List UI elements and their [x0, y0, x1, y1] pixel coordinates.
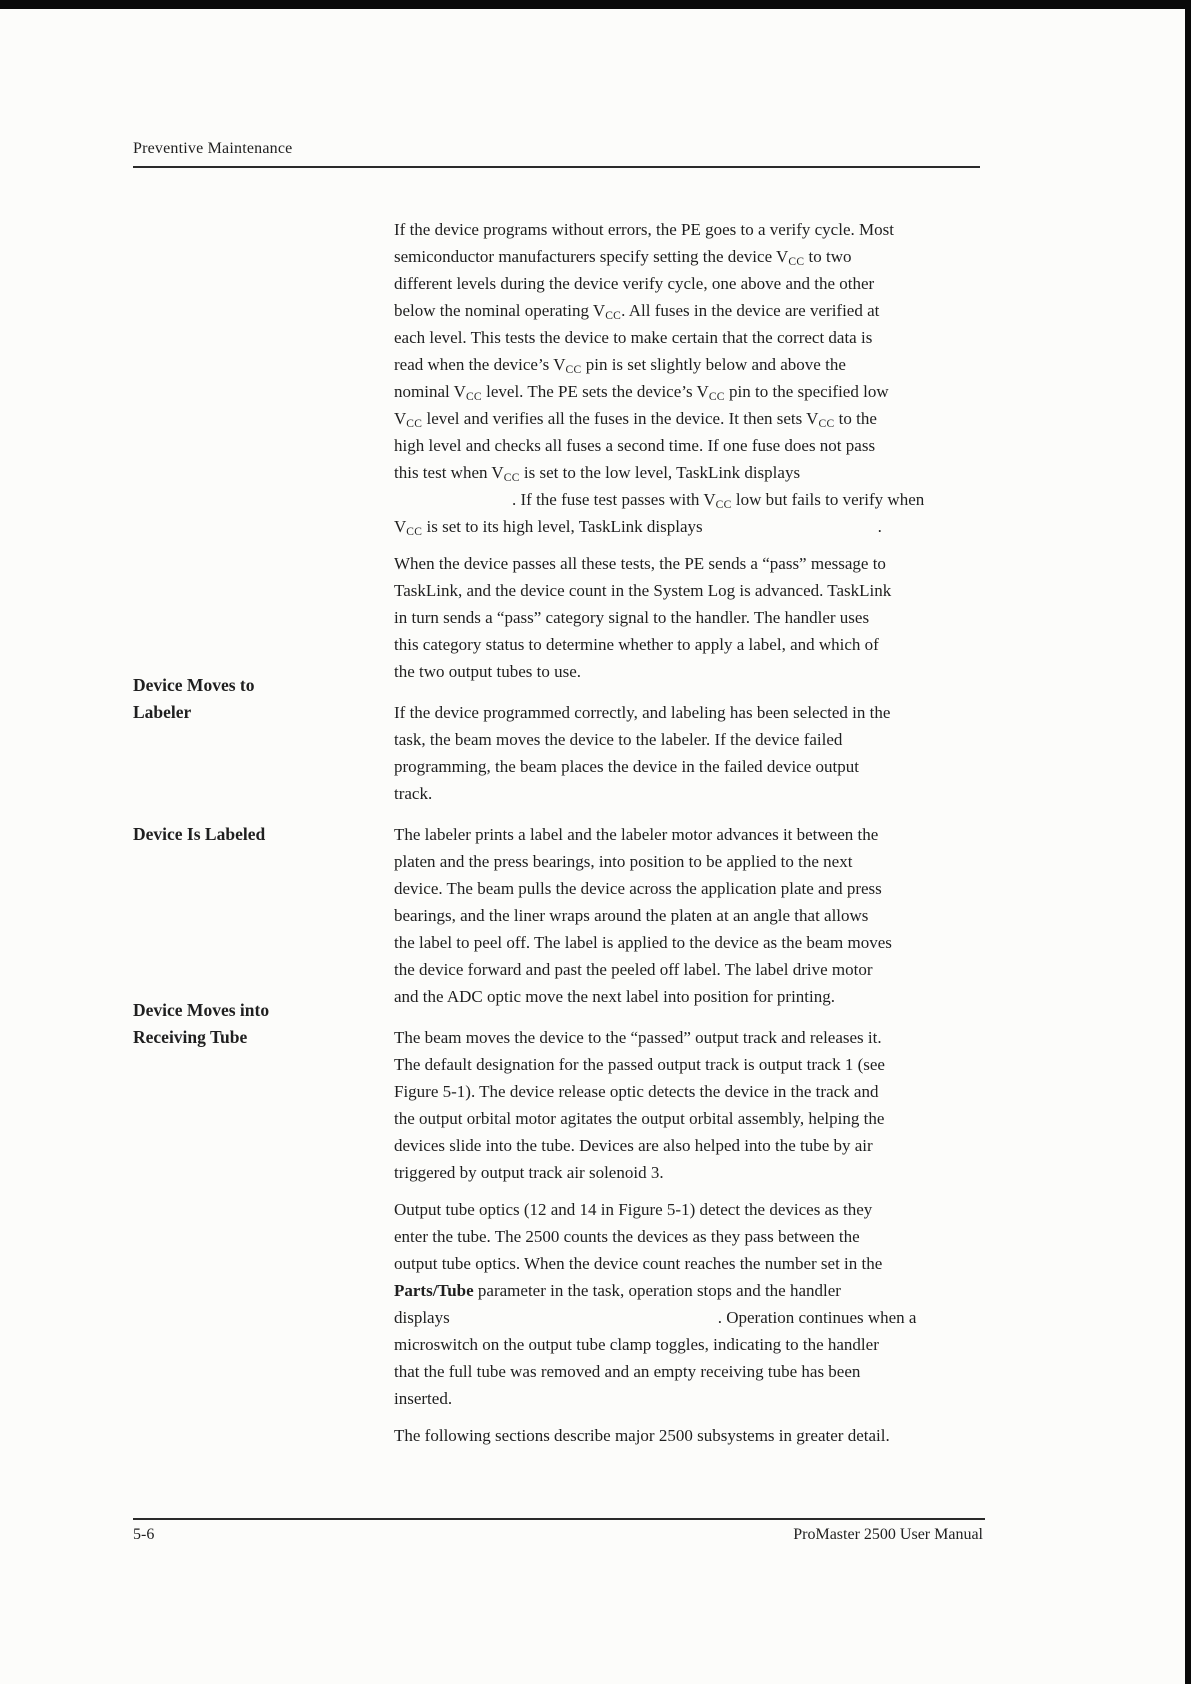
paragraph	[394, 1196, 978, 1412]
subscript-run: CC	[605, 310, 622, 322]
text-line	[394, 1385, 978, 1412]
text-run: level. The PE sets the device’s V	[481, 382, 709, 401]
section-heading-line: Receiving Tube	[133, 1027, 248, 1047]
text-line	[394, 243, 978, 270]
bold-run: Parts/Tube	[394, 1281, 474, 1300]
text-run: Figure 5-1). The device release optic detects the device in the track and	[394, 1082, 879, 1101]
text-run: . If the fuse test passes with V	[512, 490, 716, 509]
text-run: device. The beam pulls the device across the application plate and press	[394, 879, 882, 898]
paragraph	[394, 1024, 978, 1186]
text-line	[394, 459, 978, 486]
section-body	[394, 821, 978, 1010]
text-run: enter the tube. The 2500 counts the devices as they pass between the	[394, 1227, 860, 1246]
text-run: Output tube optics (12 and 14 in Figure 5-1) detect the devices as they	[394, 1200, 873, 1219]
paragraph	[394, 216, 978, 540]
text-run: . Operation continues when a	[717, 1308, 917, 1327]
text-run: .	[877, 517, 882, 536]
text-run: inserted.	[394, 1389, 453, 1408]
text-run: microswitch on the output tube clamp toggles, indicating to the handler	[394, 1335, 879, 1354]
text-line	[394, 1024, 978, 1051]
text-run: this test when V	[394, 463, 504, 482]
section-body	[394, 1024, 978, 1449]
text-line	[394, 1358, 978, 1385]
text-run: pin is set slightly below and above the	[581, 355, 846, 374]
text-line	[394, 432, 978, 459]
text-run: semiconductor manufacturers specify setting the device V	[394, 247, 789, 266]
text-line	[394, 550, 978, 577]
section	[133, 675, 993, 807]
text-run: displays	[394, 1308, 450, 1327]
section-heading-line: Device Moves into	[133, 1000, 270, 1020]
scan-edge-top	[0, 0, 1191, 9]
subscript-run: CC	[406, 418, 423, 430]
text-line	[394, 1277, 978, 1304]
text-line	[394, 216, 978, 243]
text-run: platen and the press bearings, into position to be applied to the next	[394, 852, 853, 871]
text-line	[394, 1196, 978, 1223]
text-line	[394, 577, 978, 604]
redacted-message-gap	[703, 531, 878, 532]
text-run: is set to the low level, TaskLink displays	[519, 463, 801, 482]
text-line	[394, 1051, 978, 1078]
text-line	[394, 699, 978, 726]
text-line	[394, 753, 978, 780]
redacted-message-gap	[450, 1322, 718, 1323]
subscript-run: CC	[503, 472, 520, 484]
text-line	[394, 848, 978, 875]
text-line	[394, 1132, 978, 1159]
paragraph	[394, 699, 978, 807]
text-run: high level and checks all fuses a second time. If one fuse does not pass	[394, 436, 876, 455]
text-run: If the device programs without errors, the PE goes to a verify cycle. Most	[394, 220, 894, 239]
text-run: this category status to determine whether to apply a label, and which of	[394, 635, 879, 654]
page-body	[133, 216, 993, 1449]
text-run: The labeler prints a label and the labeler motor advances it between the	[394, 825, 879, 844]
text-line	[394, 405, 978, 432]
text-run: The following sections describe major 2500 subsystems in greater detail.	[394, 1426, 890, 1445]
section-heading-line: Device Is Labeled	[133, 824, 266, 844]
text-line	[394, 270, 978, 297]
paragraph	[394, 1422, 978, 1449]
text-run: each level. This tests the device to make certain that the correct data is	[394, 328, 873, 347]
text-run: the device forward and past the peeled off label. The label drive motor	[394, 960, 873, 979]
text-line	[394, 929, 978, 956]
subscript-run: CC	[406, 526, 423, 538]
header-rule	[133, 166, 980, 168]
text-run: in turn sends a “pass” category signal to the handler. The handler uses	[394, 608, 870, 627]
text-run: . All fuses in the device are verified at	[621, 301, 880, 320]
section-heading	[133, 997, 394, 1051]
text-run: bearings, and the liner wraps around the platen at an angle that allows	[394, 906, 869, 925]
footer-manual-title: ProMaster 2500 User Manual	[793, 1526, 983, 1543]
text-line	[394, 1250, 978, 1277]
text-line	[394, 821, 978, 848]
text-line	[394, 902, 978, 929]
subscript-run: CC	[818, 418, 835, 430]
text-run: task, the beam moves the device to the labeler. If the device failed	[394, 730, 843, 749]
text-line	[394, 604, 978, 631]
footer-rule	[133, 1518, 985, 1520]
text-line	[394, 875, 978, 902]
text-run: that the full tube was removed and an empty receiving tube has been	[394, 1362, 861, 1381]
text-run: pin to the specified low	[724, 382, 889, 401]
text-line	[394, 486, 978, 513]
text-run: parameter in the task, operation stops and the handler	[473, 1281, 841, 1300]
text-line	[394, 983, 978, 1010]
running-header-title: Preventive Maintenance	[133, 140, 293, 157]
text-run: TaskLink, and the device count in the System Log is advanced. TaskLink	[394, 581, 892, 600]
subscript-run: CC	[788, 256, 805, 268]
text-run: level and verifies all the fuses in the device. It then sets V	[422, 409, 819, 428]
text-run: programming, the beam places the device in the failed device output	[394, 757, 859, 776]
text-run: track.	[394, 784, 433, 803]
text-run: low but fails to verify when	[731, 490, 925, 509]
subscript-run: CC	[715, 499, 732, 511]
section	[133, 216, 993, 685]
text-run: When the device passes all these tests, the PE sends a “pass” message to	[394, 554, 886, 573]
text-run: to the	[834, 409, 877, 428]
text-line	[394, 631, 978, 658]
text-run: If the device programmed correctly, and labeling has been selected in the	[394, 703, 891, 722]
text-line	[394, 351, 978, 378]
scan-edge-right	[1185, 0, 1191, 1684]
section-body	[394, 699, 978, 807]
text-run: is set to its high level, TaskLink displays	[422, 517, 703, 536]
section-heading-line: Labeler	[133, 702, 192, 722]
text-line	[394, 1223, 978, 1250]
text-line	[394, 324, 978, 351]
section	[133, 821, 993, 1010]
text-run: below the nominal operating V	[394, 301, 606, 320]
text-run: The beam moves the device to the “passed” output track and releases it.	[394, 1028, 882, 1047]
text-line	[394, 780, 978, 807]
text-run: to two	[804, 247, 852, 266]
text-run: devices slide into the tube. Devices are also helped into the tube by air	[394, 1136, 873, 1155]
text-line	[394, 1105, 978, 1132]
text-line	[394, 513, 978, 540]
section-heading-line: Device Moves to	[133, 675, 255, 695]
text-line	[394, 1331, 978, 1358]
paragraph	[394, 550, 978, 685]
redacted-message-gap	[394, 504, 512, 505]
text-line	[394, 1159, 978, 1186]
section-heading	[133, 672, 394, 726]
text-run: output tube optics. When the device count reaches the number set in the	[394, 1254, 883, 1273]
section-body	[394, 216, 978, 685]
text-line	[394, 1304, 978, 1331]
text-run: V	[394, 409, 407, 428]
subscript-run: CC	[708, 391, 725, 403]
footer-page-number: 5-6	[133, 1526, 155, 1543]
text-line	[394, 1078, 978, 1105]
section-heading	[133, 821, 394, 848]
text-run: the two output tubes to use.	[394, 662, 581, 681]
text-run: the output orbital motor agitates the output orbital assembly, helping the	[394, 1109, 885, 1128]
text-line	[394, 378, 978, 405]
text-run: triggered by output track air solenoid 3.	[394, 1163, 664, 1182]
text-run: nominal V	[394, 382, 466, 401]
text-line	[394, 297, 978, 324]
text-run: different levels during the device verify cycle, one above and the other	[394, 274, 875, 293]
text-line	[394, 956, 978, 983]
text-line	[394, 658, 978, 685]
text-line	[394, 726, 978, 753]
text-run: V	[394, 517, 407, 536]
subscript-run: CC	[465, 391, 482, 403]
paragraph	[394, 821, 978, 1010]
text-run: and the ADC optic move the next label into position for printing.	[394, 987, 835, 1006]
text-run: The default designation for the passed output track is output track 1 (see	[394, 1055, 885, 1074]
text-line	[394, 1422, 978, 1449]
text-run: read when the device’s V	[394, 355, 566, 374]
text-run: the label to peel off. The label is applied to the device as the beam moves	[394, 933, 892, 952]
subscript-run: CC	[565, 364, 582, 376]
section	[133, 1000, 993, 1449]
